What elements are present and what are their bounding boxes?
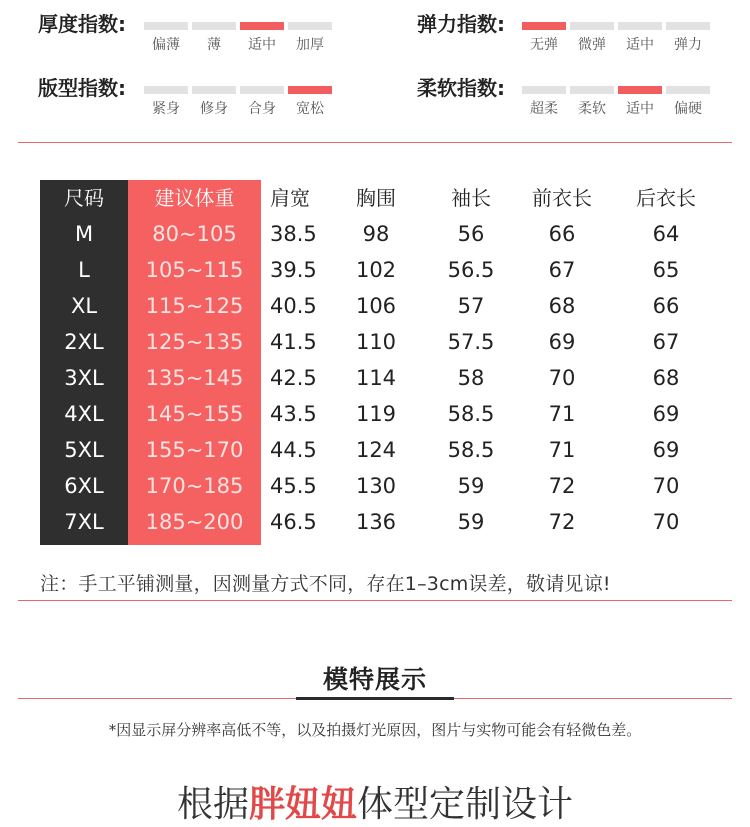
cell: 59	[457, 510, 485, 534]
cell: 67	[548, 258, 576, 282]
cell: 56	[457, 222, 485, 246]
header-back-length: 后衣长	[636, 186, 696, 210]
cell: 45.5	[270, 474, 317, 498]
scale-label: 超柔	[530, 101, 558, 117]
scale-segment	[192, 22, 236, 54]
cell: 70	[652, 510, 680, 534]
cell: 155~170	[145, 438, 244, 462]
cell: 125~135	[145, 330, 244, 354]
table-row	[40, 324, 716, 360]
table-row	[40, 288, 716, 324]
scale-segment	[192, 86, 236, 118]
scale-bar	[192, 22, 236, 30]
cell: 64	[652, 222, 680, 246]
table-row	[40, 432, 716, 468]
scale-label: 薄	[207, 37, 221, 53]
scale-segment	[144, 86, 188, 118]
cell: 58	[457, 366, 485, 390]
cell: 40.5	[270, 294, 317, 318]
scale-label: 柔软	[578, 101, 606, 117]
index-scale	[144, 22, 332, 54]
index-title: 弹力指数:	[417, 12, 505, 36]
scale-segment	[522, 22, 566, 54]
index-title: 版型指数:	[38, 76, 126, 100]
section-title: 模特展示	[322, 665, 427, 694]
cell: XL	[70, 294, 98, 318]
table-row	[40, 396, 716, 432]
cell: 80~105	[152, 222, 237, 246]
scale-bar	[522, 86, 566, 94]
cell: 58.5	[447, 402, 495, 426]
cell: 110	[355, 330, 397, 354]
scale-segment	[240, 22, 284, 54]
header-sleeve: 袖长	[451, 186, 491, 210]
cell: 3XL	[64, 366, 104, 390]
cell: 42.5	[270, 366, 317, 390]
cell: 98	[362, 222, 390, 246]
cell: 5XL	[64, 438, 104, 462]
table-row	[40, 216, 716, 252]
table-row	[40, 360, 716, 396]
cell: 41.5	[270, 330, 317, 354]
cell: 106	[355, 294, 397, 318]
table-header	[40, 180, 716, 216]
index-scale	[144, 86, 332, 118]
bottom-heading-emphasis: 胖妞妞	[248, 784, 357, 825]
cell: 46.5	[270, 510, 317, 534]
cell: 58.5	[447, 438, 495, 462]
scale-bar	[144, 86, 188, 94]
scale-segment	[666, 86, 710, 118]
scale-segment	[666, 22, 710, 54]
cell: 38.5	[270, 222, 317, 246]
scale-bar	[144, 22, 188, 30]
cell: 7XL	[64, 510, 104, 534]
scale-bar-active	[522, 22, 566, 30]
bottom-heading	[0, 776, 750, 827]
cell: M	[74, 222, 94, 246]
cell: 170~185	[145, 474, 244, 498]
cell: 71	[548, 402, 576, 426]
scale-label: 宽松	[296, 101, 324, 117]
cell: 119	[355, 402, 397, 426]
cell: 44.5	[270, 438, 317, 462]
cell: 70	[652, 474, 680, 498]
cell: 69	[652, 402, 680, 426]
scale-bar-active	[240, 22, 284, 30]
cell: 59	[457, 474, 485, 498]
index-scale	[522, 22, 710, 54]
index-title: 柔软指数:	[417, 76, 505, 100]
table-row	[40, 468, 716, 504]
cell: 69	[548, 330, 576, 354]
cell: 135~145	[145, 366, 244, 390]
cell: 136	[355, 510, 397, 534]
cell: 72	[548, 474, 576, 498]
header-weight: 建议体重	[154, 186, 235, 210]
cell: 68	[548, 294, 576, 318]
scale-label: 偏硬	[674, 101, 702, 117]
cell: 65	[652, 258, 680, 282]
color-disclaimer: *因显示屏分辨率高低不等，以及拍摄灯光原因，图片与实物可能会有轻微色差。	[108, 721, 642, 739]
cell: 72	[548, 510, 576, 534]
scale-bar	[666, 86, 710, 94]
bottom-heading-pre: 根据	[176, 784, 249, 825]
scale-segment	[618, 22, 662, 54]
scale-segment	[144, 22, 188, 54]
scale-label: 弹力	[674, 37, 702, 53]
cell: 124	[355, 438, 397, 462]
cell: 43.5	[270, 402, 317, 426]
scale-segment	[570, 22, 614, 54]
cell: 57	[457, 294, 485, 318]
cell: L	[78, 258, 90, 282]
scale-bar-active	[618, 86, 662, 94]
cell: 102	[355, 258, 397, 282]
scale-bar	[288, 22, 332, 30]
scale-label: 合身	[248, 101, 276, 117]
table-row	[40, 504, 716, 540]
cell: 6XL	[64, 474, 104, 498]
scale-label: 修身	[200, 101, 228, 117]
scale-bar	[570, 86, 614, 94]
scale-label: 加厚	[296, 37, 324, 53]
bottom-heading-post: 体型定制设计	[357, 784, 574, 825]
cell: 57.5	[447, 330, 495, 354]
measurement-note: 注：手工平铺测量，因测量方式不同，存在1–3cm误差，敬请见谅!	[40, 573, 611, 595]
cell: 56.5	[447, 258, 495, 282]
cell: 105~115	[145, 258, 244, 282]
scale-label: 适中	[248, 37, 276, 53]
divider	[18, 600, 732, 601]
cell: 67	[652, 330, 680, 354]
cell: 4XL	[64, 402, 104, 426]
scale-segment	[570, 86, 614, 118]
cell: 115~125	[145, 294, 244, 318]
cell: 66	[548, 222, 576, 246]
scale-label: 偏薄	[152, 37, 180, 53]
divider	[18, 142, 732, 143]
cell: 66	[652, 294, 680, 318]
cell: 2XL	[64, 330, 104, 354]
title-underline	[296, 697, 454, 700]
scale-bar	[570, 22, 614, 30]
cell: 69	[652, 438, 680, 462]
scale-label: 紧身	[152, 101, 180, 117]
scale-label: 微弹	[578, 37, 606, 53]
header-front-length: 前衣长	[532, 186, 592, 210]
cell: 39.5	[270, 258, 317, 282]
scale-label: 适中	[626, 101, 654, 117]
header-chest: 胸围	[356, 186, 396, 210]
cell: 145~155	[145, 402, 244, 426]
scale-label: 无弹	[530, 37, 558, 53]
scale-bar	[192, 86, 236, 94]
scale-bar	[618, 22, 662, 30]
scale-segment	[522, 86, 566, 118]
scale-bar	[666, 22, 710, 30]
scale-label: 适中	[626, 37, 654, 53]
scale-segment	[288, 22, 332, 54]
header-size: 尺码	[64, 186, 104, 210]
index-title: 厚度指数:	[38, 12, 126, 36]
cell: 71	[548, 438, 576, 462]
cell: 68	[652, 366, 680, 390]
header-shoulder: 肩宽	[270, 186, 310, 210]
cell: 185~200	[145, 510, 244, 534]
table-row	[40, 252, 716, 288]
scale-segment	[288, 86, 332, 118]
cell: 130	[355, 474, 397, 498]
scale-segment	[240, 86, 284, 118]
scale-segment	[618, 86, 662, 118]
scale-bar	[240, 86, 284, 94]
cell: 70	[548, 366, 576, 390]
index-scale	[522, 86, 710, 118]
cell: 114	[355, 366, 397, 390]
scale-bar-active	[288, 86, 332, 94]
